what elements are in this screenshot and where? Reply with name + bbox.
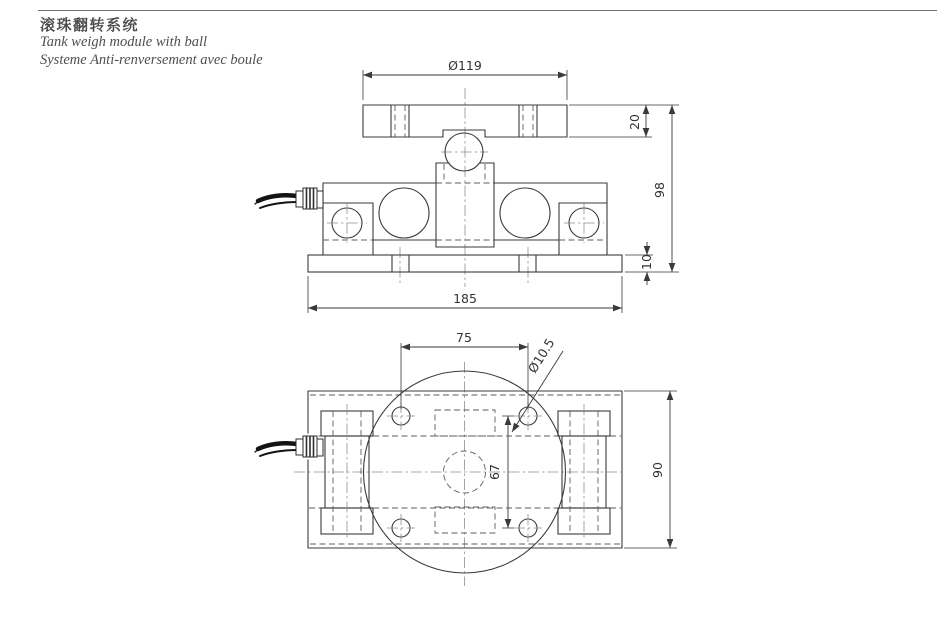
dim-hole-diameter: Ø10.5 — [524, 335, 558, 376]
top-plate-hole-edges — [391, 105, 537, 137]
dim-hole-spacing-y: 67 — [487, 464, 502, 480]
plan-base-plate — [308, 391, 622, 548]
front-view — [255, 58, 679, 313]
dim-base-plate-width: 185 — [453, 291, 477, 306]
plan-cable-strand — [260, 450, 296, 456]
dim-hole-spacing-x: 75 — [456, 330, 472, 345]
cable-strand — [260, 202, 296, 208]
plan-cable — [258, 443, 297, 449]
body-left-bore — [379, 188, 429, 238]
gland-flange — [317, 191, 323, 208]
cable — [258, 195, 297, 201]
dim-base-plate-depth: 90 — [650, 462, 665, 478]
dim-top-plate-diameter: Ø119 — [448, 58, 482, 73]
top-plate-hole-hidden-lines — [395, 105, 533, 137]
base-plate-slots — [392, 255, 536, 272]
base-slot-centerlines — [400, 247, 528, 285]
plan-slot-top — [435, 410, 495, 436]
plan-gland-ring — [296, 439, 303, 455]
page-title-chinese: 滚珠翻转系统 — [40, 16, 140, 34]
page-subtitle-french: Systeme Anti-renversement avec boule — [40, 52, 263, 68]
body-right-bore — [500, 188, 550, 238]
plan-gland-flange — [317, 439, 323, 456]
dim-top-plate-thickness: 20 — [627, 114, 642, 130]
mount-hole-crosshairs — [327, 203, 604, 243]
dim-total-height: 98 — [652, 182, 667, 198]
gland-ring — [296, 191, 303, 207]
page-subtitle-english: Tank weigh module with ball — [40, 34, 208, 50]
dim-base-plate-thickness: 10 — [639, 254, 654, 270]
plan-base-hidden-edges — [310, 395, 620, 544]
plan-slot-bottom — [435, 507, 495, 533]
plan-view — [255, 330, 677, 586]
